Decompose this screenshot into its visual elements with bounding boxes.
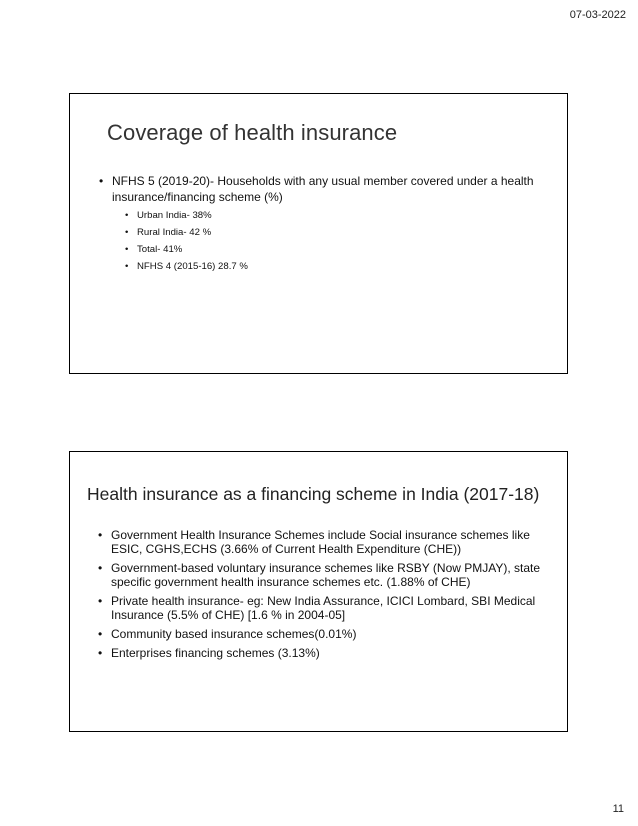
sub-list-item: • NFHS 4 (2015-16) 28.7 % [125,261,549,273]
page-number: 11 [612,803,624,815]
list-item: • Government-based voluntary insurance schemes like RSBY (Now PMJAY), state specific government health insurance schemes etc. (1.88% of CHE) [98,561,543,589]
list-item: • Private health insurance- eg: New India Assurance, ICICI Lombard, SBI Medical Insurance (5.5% of CHE) [1.6 % in 2004-05] [98,594,543,622]
list-item [99,173,549,273]
bullet-list [98,528,543,665]
list-item: • Enterprises financing schemes (3.13%) [98,646,543,660]
sub-list-item: • Urban India- 38% [125,210,549,222]
print-date: 07-03-2022 [569,9,626,21]
slide-title: Coverage of health insurance [107,120,398,145]
sub-bullet-list [125,210,549,273]
list-item: • Government Health Insurance Schemes include Social insurance schemes like ESIC, CGHS,ECHS (3.66% of Current Health Expenditure (CHE)) [98,528,543,556]
slide-health-insurance-financing [69,451,568,732]
bullet-list [99,173,549,278]
slide-title: Health insurance as a financing scheme in India (2017-18) [87,484,540,504]
bullet-text: NFHS 5 (2019-20)- Households with any usual member covered under a health insurance/financing scheme (%) [112,174,534,204]
sub-list-item: • Rural India- 42 % [125,227,549,239]
slide-coverage-health-insurance [69,93,568,374]
sub-list-item: • Total- 41% [125,244,549,256]
list-item: • Community based insurance schemes(0.01%) [98,627,543,641]
